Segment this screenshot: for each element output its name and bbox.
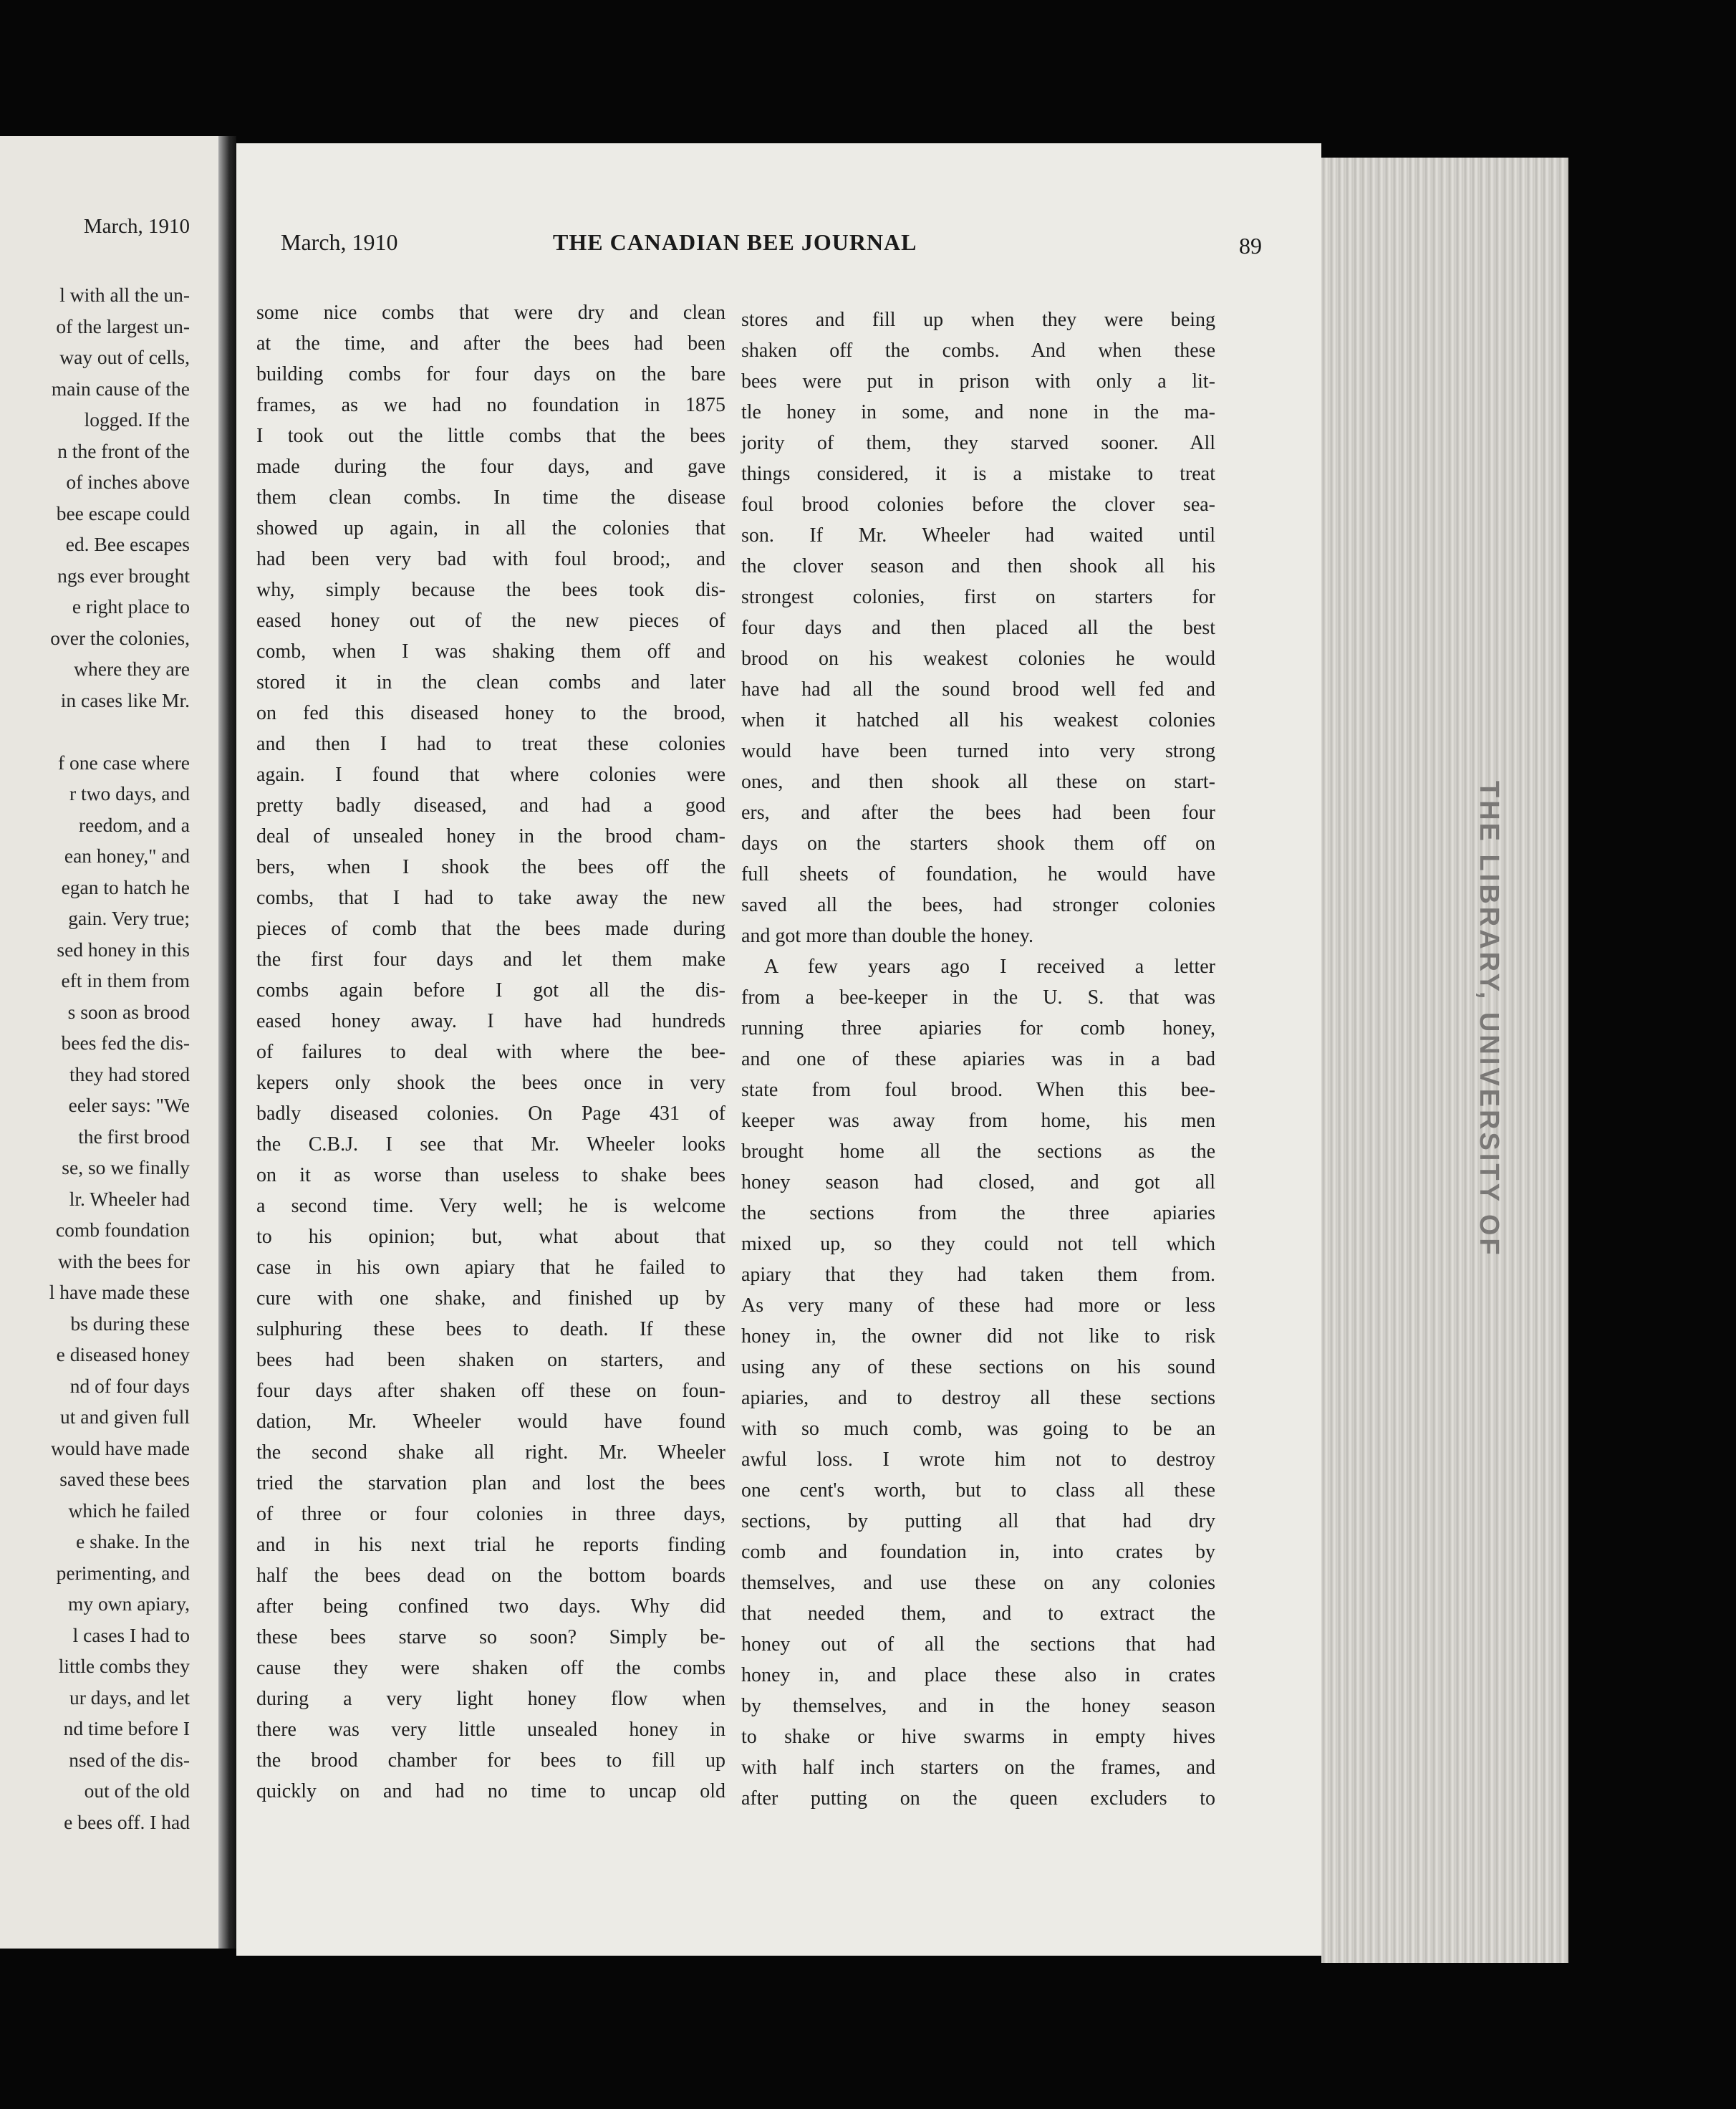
text-line: to his opinion; but, what about that bbox=[256, 1226, 725, 1248]
text-column-1 bbox=[256, 297, 725, 1807]
text-line: frames, as we had no foundation in 1875 bbox=[256, 394, 725, 416]
left-page-line: they had stored bbox=[69, 1062, 190, 1085]
text-line: ones, and then shook all these on start- bbox=[741, 771, 1215, 793]
text-line: at the time, and after the bees had been bbox=[256, 332, 725, 355]
text-line: comb, when I was shaking them off and bbox=[256, 640, 725, 663]
left-page-line: with the bees for bbox=[57, 1249, 190, 1272]
text-line: eased honey away. I have had hundreds bbox=[256, 1010, 725, 1032]
text-line: shaken off the combs. And when these bbox=[741, 340, 1215, 362]
text-line: sulphuring these bees to death. If these bbox=[256, 1318, 725, 1340]
text-line: building combs for four days on the bare bbox=[256, 363, 725, 385]
left-page-line: logged. If the bbox=[84, 408, 190, 431]
text-line: honey out of all the sections that had bbox=[741, 1633, 1215, 1656]
left-page-line: gain. Very true; bbox=[68, 907, 190, 929]
text-line: with half inch starters on the frames, and bbox=[741, 1757, 1215, 1779]
text-line: awful loss. I wrote him not to destroy bbox=[741, 1449, 1215, 1471]
text-line: things considered, it is a mistake to treat bbox=[741, 463, 1215, 485]
text-line: deal of unsealed honey in the brood cham- bbox=[256, 825, 725, 847]
left-page-line: eft in them from bbox=[61, 969, 190, 991]
text-line: honey in, and place these also in crates bbox=[741, 1664, 1215, 1686]
page-number: 89 bbox=[1239, 233, 1262, 259]
text-line: sections, by putting all that had dry bbox=[741, 1510, 1215, 1532]
text-line: that needed them, and to extract the bbox=[741, 1603, 1215, 1625]
page-header bbox=[281, 229, 1262, 265]
left-page-line: ed. Bee escapes bbox=[65, 533, 190, 555]
text-line: bees were put in prison with only a lit- bbox=[741, 370, 1215, 393]
text-line: foul brood colonies before the clover sea- bbox=[741, 494, 1215, 516]
text-line: of failures to deal with where the bee- bbox=[256, 1041, 725, 1063]
left-page-line: perimenting, and bbox=[56, 1561, 190, 1584]
text-line: the sections from the three apiaries bbox=[741, 1202, 1215, 1224]
text-line: saved all the bees, had stronger colonies bbox=[741, 894, 1215, 916]
left-page-line: nsed of the dis- bbox=[69, 1748, 190, 1771]
text-line: four days and then placed all the best bbox=[741, 617, 1215, 639]
left-page-line: se, so we finally bbox=[62, 1156, 190, 1178]
left-page-line: s soon as brood bbox=[67, 1000, 190, 1023]
text-line: on it as worse than useless to shake bees bbox=[256, 1164, 725, 1186]
library-stamp bbox=[1461, 781, 1504, 924]
text-line: four days after shaken off these on foun- bbox=[256, 1380, 725, 1402]
text-line: these bees starve so soon? Simply be- bbox=[256, 1626, 725, 1648]
text-line: and in his next trial he reports finding bbox=[256, 1534, 725, 1556]
text-line: to shake or hive swarms in empty hives bbox=[741, 1726, 1215, 1748]
text-line: of three or four colonies in three days, bbox=[256, 1503, 725, 1525]
left-page-line: in cases like Mr. bbox=[60, 688, 190, 711]
left-page-line: ngs ever brought bbox=[57, 564, 190, 587]
text-line: case in his own apiary that he failed to bbox=[256, 1257, 725, 1279]
left-page-line: ur days, and let bbox=[69, 1686, 190, 1709]
left-page-line: way out of cells, bbox=[59, 346, 190, 368]
text-line: full sheets of foundation, he would have bbox=[741, 863, 1215, 885]
text-line: them clean combs. In time the disease bbox=[256, 486, 725, 509]
text-line: the first four days and let them make bbox=[256, 948, 725, 971]
left-page-line: nd of four days bbox=[69, 1374, 190, 1397]
text-line: would have been turned into very strong bbox=[741, 740, 1215, 762]
left-page-line: egan to hatch he bbox=[61, 875, 190, 898]
left-page-line: over the colonies, bbox=[50, 626, 190, 649]
text-line: brood on his weakest colonies he would bbox=[741, 648, 1215, 670]
left-page-header-date: March, 1910 bbox=[83, 215, 190, 238]
text-line: with so much comb, was going to be an bbox=[741, 1418, 1215, 1440]
book-gutter bbox=[218, 136, 236, 1949]
text-line: have had all the sound brood well fed and bbox=[741, 678, 1215, 701]
text-line: honey in, the owner did not like to risk bbox=[741, 1325, 1215, 1347]
left-page-line: e right place to bbox=[72, 595, 190, 618]
text-line: there was very little unsealed honey in bbox=[256, 1719, 725, 1741]
left-page-line: bee escape could bbox=[56, 501, 190, 524]
text-line: and got more than double the honey. bbox=[741, 925, 1033, 947]
left-page-line: saved these bees bbox=[59, 1468, 190, 1490]
text-line: ers, and after the bees had been four bbox=[741, 802, 1215, 824]
left-page-line: e shake. In the bbox=[76, 1530, 190, 1552]
text-line: by themselves, and in the honey season bbox=[741, 1695, 1215, 1717]
text-line: state from foul brood. When this bee- bbox=[741, 1079, 1215, 1101]
text-line: keeper was away from home, his men bbox=[741, 1110, 1215, 1132]
left-page-line bbox=[0, 716, 190, 747]
left-page-line: r two days, and bbox=[69, 782, 190, 804]
text-line: the C.B.J. I see that Mr. Wheeler looks bbox=[256, 1133, 725, 1156]
text-line: the second shake all right. Mr. Wheeler bbox=[256, 1441, 725, 1464]
text-column-2 bbox=[741, 304, 1215, 1814]
left-page-line: main cause of the bbox=[51, 377, 190, 400]
left-page-line: where they are bbox=[74, 658, 190, 680]
left-page bbox=[0, 136, 218, 1949]
left-page-line: reedom, and a bbox=[79, 813, 190, 836]
text-line: some nice combs that were dry and clean bbox=[256, 302, 725, 324]
text-line: and one of these apiaries was in a bad bbox=[741, 1048, 1215, 1070]
text-line: themselves, and use these on any colonies bbox=[741, 1572, 1215, 1594]
left-page-line: l cases I had to bbox=[72, 1623, 190, 1646]
text-line: A few years ago I received a letter bbox=[764, 956, 1215, 978]
text-line: on fed this diseased honey to the brood, bbox=[256, 702, 725, 724]
text-line: jority of them, they starved sooner. All bbox=[741, 432, 1215, 454]
left-page-line: comb foundation bbox=[55, 1219, 190, 1241]
text-line: bees had been shaken on starters, and bbox=[256, 1349, 725, 1371]
text-line: one cent's worth, but to class all these bbox=[741, 1479, 1215, 1502]
text-line: apiary that they had taken them from. bbox=[741, 1264, 1215, 1286]
text-line: after being confined two days. Why did bbox=[256, 1595, 725, 1618]
left-page-line: which he failed bbox=[68, 1499, 190, 1522]
left-page-line: e diseased honey bbox=[56, 1343, 190, 1365]
text-line: mixed up, so they could not tell which bbox=[741, 1233, 1215, 1255]
left-page-line: my own apiary, bbox=[67, 1592, 190, 1615]
text-line: kepers only shook the bees once in very bbox=[256, 1072, 725, 1094]
text-line: from a bee-keeper in the U. S. that was bbox=[741, 986, 1215, 1009]
left-page-line: l have made these bbox=[49, 1281, 190, 1303]
text-line: the brood chamber for bees to fill up bbox=[256, 1749, 725, 1772]
left-page-line: ean honey," and bbox=[64, 845, 190, 867]
left-page-line: eeler says: "We bbox=[68, 1094, 190, 1116]
text-line: running three apiaries for comb honey, bbox=[741, 1017, 1215, 1039]
left-page-line: lr. Wheeler had bbox=[69, 1187, 190, 1210]
text-line: made during the four days, and gave bbox=[256, 456, 725, 478]
left-page-line: would have made bbox=[51, 1436, 190, 1459]
text-line: son. If Mr. Wheeler had waited until bbox=[741, 524, 1215, 547]
text-line: comb and foundation in, into crates by bbox=[741, 1541, 1215, 1563]
text-line: tle honey in some, and none in the ma- bbox=[741, 401, 1215, 423]
text-line: pretty badly diseased, and had a good bbox=[256, 794, 725, 817]
text-line: using any of these sections on his sound bbox=[741, 1356, 1215, 1378]
text-line: showed up again, in all the colonies that bbox=[256, 517, 725, 539]
text-line: combs again before I got all the dis- bbox=[256, 979, 725, 1001]
text-line: quickly on and had no time to uncap old bbox=[256, 1780, 725, 1802]
text-line: apiaries, and to destroy all these sections bbox=[741, 1387, 1215, 1409]
text-line: and then I had to treat these colonies bbox=[256, 733, 725, 755]
page-edges bbox=[1321, 158, 1568, 1963]
left-page-line: bees fed the dis- bbox=[61, 1032, 190, 1054]
text-line: again. I found that where colonies were bbox=[256, 764, 725, 786]
left-page-line: n the front of the bbox=[57, 439, 190, 462]
text-line: why, simply because the bees took dis- bbox=[256, 579, 725, 601]
left-page-line: sed honey in this bbox=[57, 938, 190, 961]
left-page-line: of the largest un- bbox=[56, 314, 190, 337]
text-line: stored it in the clean combs and later bbox=[256, 671, 725, 693]
text-line: after putting on the queen excluders to bbox=[741, 1787, 1215, 1810]
text-line: stores and fill up when they were being bbox=[741, 309, 1215, 331]
text-line: days on the starters shook them off on bbox=[741, 832, 1215, 855]
text-line: combs, that I had to take away the new bbox=[256, 887, 725, 909]
text-line: honey season had closed, and got all bbox=[741, 1171, 1215, 1193]
text-line: pieces of comb that the bees made during bbox=[256, 918, 725, 940]
left-page-line: e bees off. I had bbox=[64, 1810, 190, 1833]
text-line: cause they were shaken off the combs bbox=[256, 1657, 725, 1679]
text-line: during a very light honey flow when bbox=[256, 1688, 725, 1710]
left-page-line: nd time before I bbox=[63, 1717, 190, 1739]
left-page-line: f one case where bbox=[58, 751, 190, 774]
text-line: badly diseased colonies. On Page 431 of bbox=[256, 1102, 725, 1125]
text-line: dation, Mr. Wheeler would have found bbox=[256, 1411, 725, 1433]
left-page-line: little combs they bbox=[58, 1655, 190, 1677]
text-line: half the bees dead on the bottom boards bbox=[256, 1565, 725, 1587]
left-page-line: ut and given full bbox=[59, 1406, 190, 1428]
left-page-line: out of the old bbox=[84, 1779, 190, 1802]
left-page-line: the first brood bbox=[78, 1125, 190, 1148]
text-line: the clover season and then shook all his bbox=[741, 555, 1215, 577]
left-page-line: l with all the un- bbox=[59, 284, 190, 306]
text-line: bers, when I shook the bees off the bbox=[256, 856, 725, 878]
left-page-text bbox=[0, 279, 190, 1837]
text-line: a second time. Very well; he is welcome bbox=[256, 1195, 725, 1217]
text-line: cure with one shake, and finished up by bbox=[256, 1287, 725, 1310]
text-line: tried the starvation plan and lost the bees bbox=[256, 1472, 725, 1494]
text-line: strongest colonies, first on starters for bbox=[741, 586, 1215, 608]
text-line: As very many of these had more or less bbox=[741, 1294, 1215, 1317]
text-line: brought home all the sections as the bbox=[741, 1140, 1215, 1163]
journal-title: THE CANADIAN BEE JOURNAL bbox=[553, 229, 917, 255]
text-line: eased honey out of the new pieces of bbox=[256, 610, 725, 632]
text-line: had been very bad with foul brood;, and bbox=[256, 548, 725, 570]
header-date: March, 1910 bbox=[281, 229, 398, 255]
left-page-line: of inches above bbox=[66, 471, 190, 493]
left-page-line: bs during these bbox=[70, 1312, 190, 1335]
text-line: I took out the little combs that the bees bbox=[256, 425, 725, 447]
text-line: when it hatched all his weakest colonies bbox=[741, 709, 1215, 731]
